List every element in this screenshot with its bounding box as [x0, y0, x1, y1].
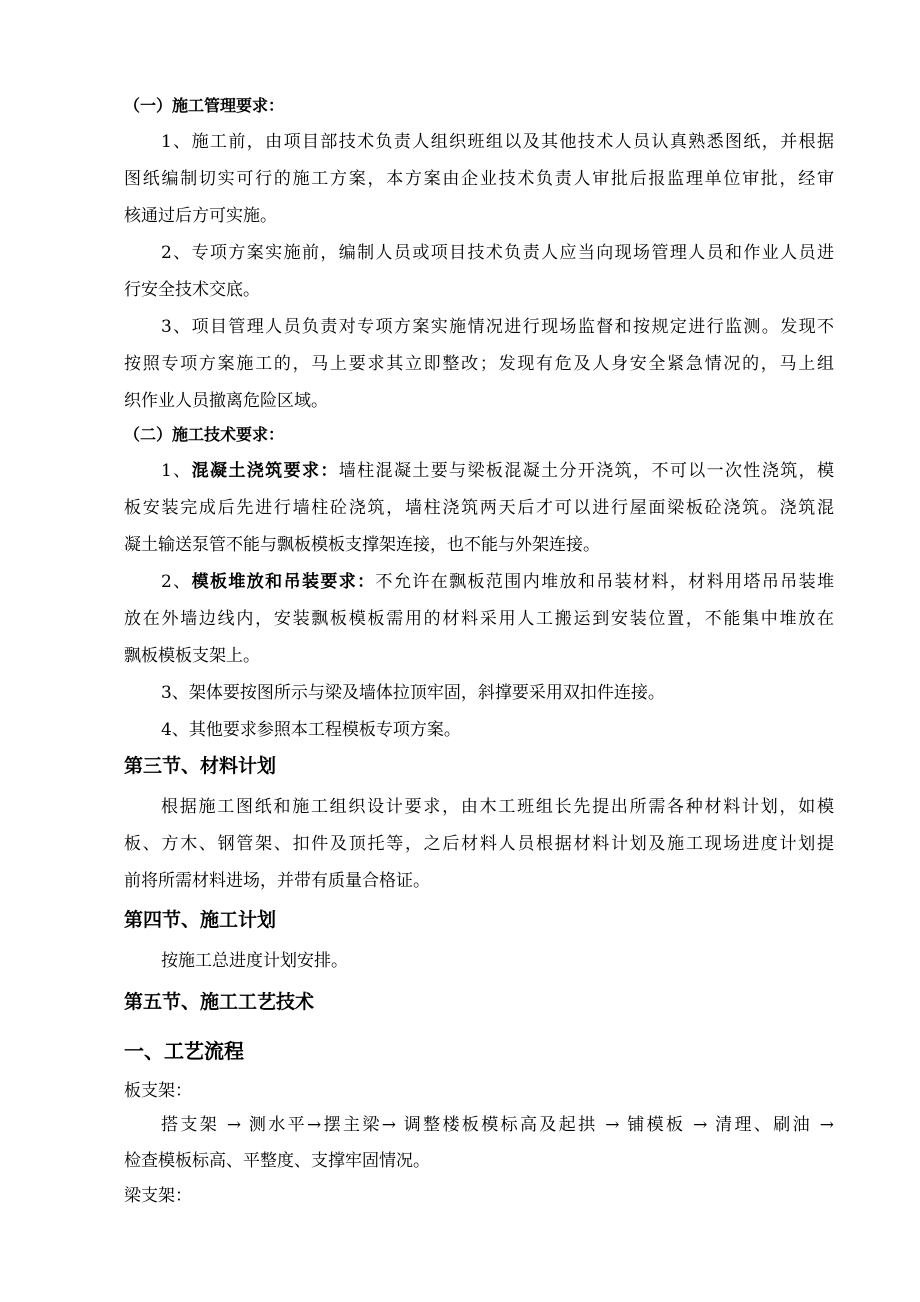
paragraph-line: 板安装完成后先进行墙柱砼浇筑，墙柱浇筑两天后才可以进行屋面梁板砼浇筑。浇筑混 — [124, 498, 834, 518]
paragraph-line: 根据施工图纸和施工组织设计要求，由木工班组长先提出所需各种材料计划，如模 — [161, 797, 834, 817]
paragraph-line: 核通过后方可实施。 — [124, 206, 277, 226]
item-number: 2、 — [161, 572, 192, 592]
paragraph-line: 按施工总进度计划安排。 — [161, 951, 348, 971]
flow-line: 检查模板标高、平整度、支撑牢固情况。 — [124, 1151, 430, 1171]
item-number: 1、 — [161, 461, 192, 481]
paragraph-line: 4、其他要求参照本工程模板专项方案。 — [161, 720, 461, 740]
paragraph-line: 图纸编制切实可行的施工方案，本方案由企业技术负责人审批后报监理单位审批，经审 — [124, 169, 834, 189]
section-heading-technical: （二）施工技术要求： — [124, 425, 285, 444]
section-heading-process: 第五节、施工工艺技术 — [124, 991, 315, 1013]
paragraph-line: 2、专项方案实施前，编制人员或项目技术负责人应当向现场管理人员和作业人员进 — [161, 243, 834, 263]
paragraph-line: 织作业人员撤离危险区域。 — [124, 391, 328, 411]
paragraph-line — [161, 460, 834, 482]
item-text: 不允许在飘板范围内堆放和吊装材料，材料用塔吊吊装堆 — [375, 572, 834, 592]
label-beam-support: 梁支架： — [124, 1186, 192, 1206]
section-heading-materials: 第三节、材料计划 — [124, 755, 277, 777]
paragraph-line: 1、施工前，由项目部技术负责人组织班组以及其他技术人员认真熟悉图纸，并根据 — [161, 132, 834, 152]
paragraph-line: 前将所需材料进场，并带有质量合格证。 — [124, 871, 430, 891]
item-title: 模板堆放和吊装要求： — [191, 572, 376, 592]
label-slab-support: 板支架： — [124, 1081, 192, 1101]
paragraph-line: 放在外墙边线内，安装飘板模板需用的材料采用人工搬运到安装位置，不能集中堆放在 — [124, 609, 834, 629]
item-title: 混凝土浇筑要求： — [191, 461, 339, 481]
paragraph-line — [161, 571, 834, 593]
paragraph-line: 按照专项方案施工的，马上要求其立即整改；发现有危及人身安全紧急情况的，马上组 — [124, 354, 834, 374]
paragraph-line: 3、项目管理人员负责对专项方案实施情况进行现场监督和按规定进行监测。发现不 — [161, 317, 834, 337]
item-text: 墙柱混凝土要与梁板混凝土分开浇筑，不可以一次性浇筑，模 — [338, 461, 834, 481]
paragraph-line: 凝土输送泵管不能与飘板模板支撑架连接，也不能与外架连接。 — [124, 535, 600, 555]
flow-line: 搭支架 → 测水平→摆主梁→ 调整楼板模标高及起拱 → 铺模板 → 清理、刷油 → — [161, 1115, 834, 1135]
paragraph-line: 行安全技术交底。 — [124, 280, 260, 300]
paragraph-line: 3、架体要按图所示与梁及墙体拉顶牢固，斜撑要采用双扣件连接。 — [161, 683, 665, 703]
subsection-heading-workflow: 一、工艺流程 — [124, 1039, 244, 1063]
section-heading-management: （一）施工管理要求： — [124, 96, 285, 115]
section-heading-schedule: 第四节、施工计划 — [124, 909, 277, 931]
paragraph-line: 飘板模板支架上。 — [124, 646, 260, 666]
paragraph-line: 板、方木、钢管架、扣件及顶托等，之后材料人员根据材料计划及施工现场进度计划提 — [124, 834, 834, 854]
